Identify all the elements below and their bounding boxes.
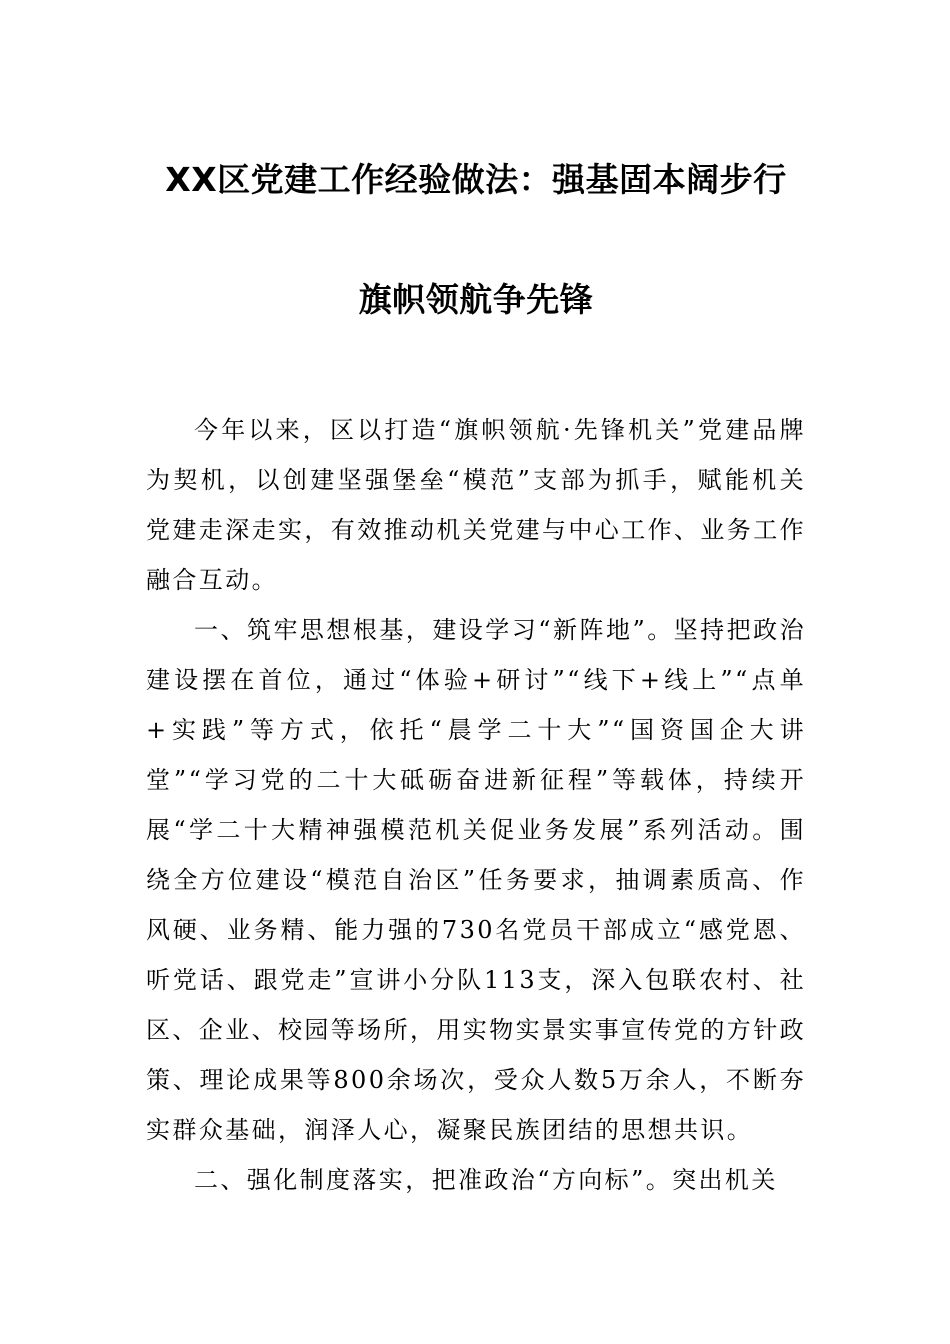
document-title-line-1: XX区党建工作经验做法：强基固本阔步行 xyxy=(165,160,787,199)
paragraph-section-1: 一、筑牢思想根基，建设学习“新阵地”。坚持把政治建设摆在首位，通过“体验+研讨”“线下+线上”“点单+实践”等方式，依托“晨学二十大”“国资国企大讲堂”“学习党的二十大砥砺奋进新征程”等载体，持续开展“学二十大精神强模范机关促业务发展”系列活动。围绕全方位建设“模范自治区”任务要求，抽调素质高、作风硬、业务精、能力强的730名党员干部成立“感党恩、听党话、跟党走”宣讲小分队113支，深入包联农村、社区、企业、校园等场所，用实物实景实事宣传党的方针政策、理论成果等800余场次，受众人数5万余人，不断夯实群众基础，润泽人心，凝聚民族团结的思想共识。 xyxy=(146,616,806,1144)
document-body xyxy=(146,405,806,1205)
paragraph-section-2: 二、强化制度落实，把准政治“方向标”。突出机关 xyxy=(194,1166,778,1194)
document-title-line-2: 旗帜领航争先锋 xyxy=(358,280,594,319)
paragraph-intro: 今年以来，区以打造“旗帜领航·先锋机关”党建品牌为契机，以创建坚强堡垒“模范”支部为抓手，赋能机关党建走深走实，有效推动机关党建与中心工作、业务工作融合互动。 xyxy=(146,416,806,594)
